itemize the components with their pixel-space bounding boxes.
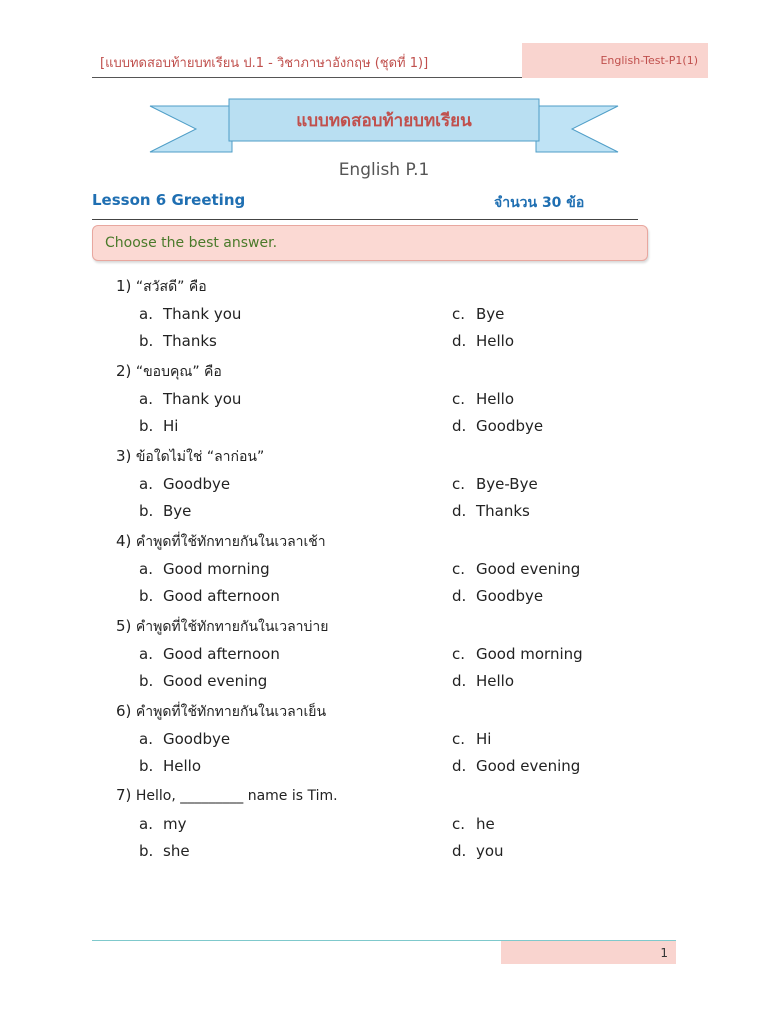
question-4 [116, 531, 326, 553]
question-text: คำพูดที่ใช้ทักทายกันในเวลาเช้า [135, 534, 326, 550]
question-text: คำพูดที่ใช้ทักทายกันในเวลาบ่าย [135, 619, 329, 635]
option-5d: d. Hello [452, 672, 515, 690]
question-6 [116, 701, 326, 723]
option-3b: b. Bye [139, 502, 192, 520]
option-3d: d. Thanks [452, 502, 530, 520]
option-4b: b. Good afternoon [139, 587, 280, 605]
question-text: ข้อใดไม่ใช่ “ลาก่อน” [135, 449, 265, 465]
option-5a: a. Good afternoon [139, 645, 280, 663]
question-text: “ขอบคุณ” คือ [135, 364, 222, 380]
option-1a: a. Thank you [139, 305, 242, 323]
question-number: 3) [116, 447, 132, 465]
subject-title: English P.1 [338, 160, 430, 180]
question-text: Hello, _________ name is Tim. [135, 788, 338, 804]
question-1 [116, 276, 207, 298]
option-7a: a. my [139, 815, 187, 833]
option-3c: c. Bye-Bye [452, 475, 538, 493]
question-number: 1) [116, 277, 132, 295]
lesson-rule [92, 219, 638, 220]
option-7c: c. he [452, 815, 495, 833]
option-4d: d. Goodbye [452, 587, 544, 605]
ribbon-right-tail [536, 106, 618, 152]
option-2b: b. Hi [139, 417, 179, 435]
option-6c: c. Hi [452, 730, 492, 748]
question-text: คำพูดที่ใช้ทักทายกันในเวลาเย็น [135, 704, 327, 720]
question-number: 7) [116, 786, 132, 804]
option-4c: c. Good evening [452, 560, 581, 578]
instruction-text: Choose the best answer. [105, 235, 278, 251]
option-5c: c. Good morning [452, 645, 583, 663]
option-2d: d. Goodbye [452, 417, 544, 435]
question-number: 2) [116, 362, 132, 380]
question-3 [116, 446, 264, 468]
question-number: 5) [116, 617, 132, 635]
ribbon-left-tail [150, 106, 232, 152]
option-4a: a. Good morning [139, 560, 270, 578]
question-5 [116, 616, 328, 638]
option-1c: c. Bye [452, 305, 505, 323]
option-2a: a. Thank you [139, 390, 242, 408]
header-doc-code: English-Test-P1(1) [522, 43, 708, 78]
option-6a: a. Goodbye [139, 730, 231, 748]
option-3a: a. Goodbye [139, 475, 231, 493]
option-1d: d. Hello [452, 332, 515, 350]
option-5b: b. Good evening [139, 672, 268, 690]
instruction-box [92, 225, 648, 261]
question-number: 6) [116, 702, 132, 720]
question-7 [116, 786, 338, 804]
option-2c: c. Hello [452, 390, 515, 408]
question-2 [116, 361, 222, 383]
option-6b: b. Hello [139, 757, 202, 775]
question-number: 4) [116, 532, 132, 550]
header-title: [แบบทดสอบท้ายบทเรียน ป.1 - วิชาภาษาอังกฤษ (ชุดที่ 1)] [100, 56, 429, 71]
option-1b: b. Thanks [139, 332, 217, 350]
option-6d: d. Good evening [452, 757, 581, 775]
question-count: จำนวน 30 ข้อ [494, 195, 585, 211]
option-7b: b. she [139, 842, 190, 860]
question-text: “สวัสดี” คือ [135, 279, 207, 295]
ribbon-banner [0, 0, 768, 180]
page-number: 1 [501, 941, 676, 964]
lesson-title: Lesson 6 Greeting [92, 191, 246, 209]
banner-title: แบบทดสอบท้ายบทเรียน [296, 110, 472, 131]
option-7d: d. you [452, 842, 504, 860]
